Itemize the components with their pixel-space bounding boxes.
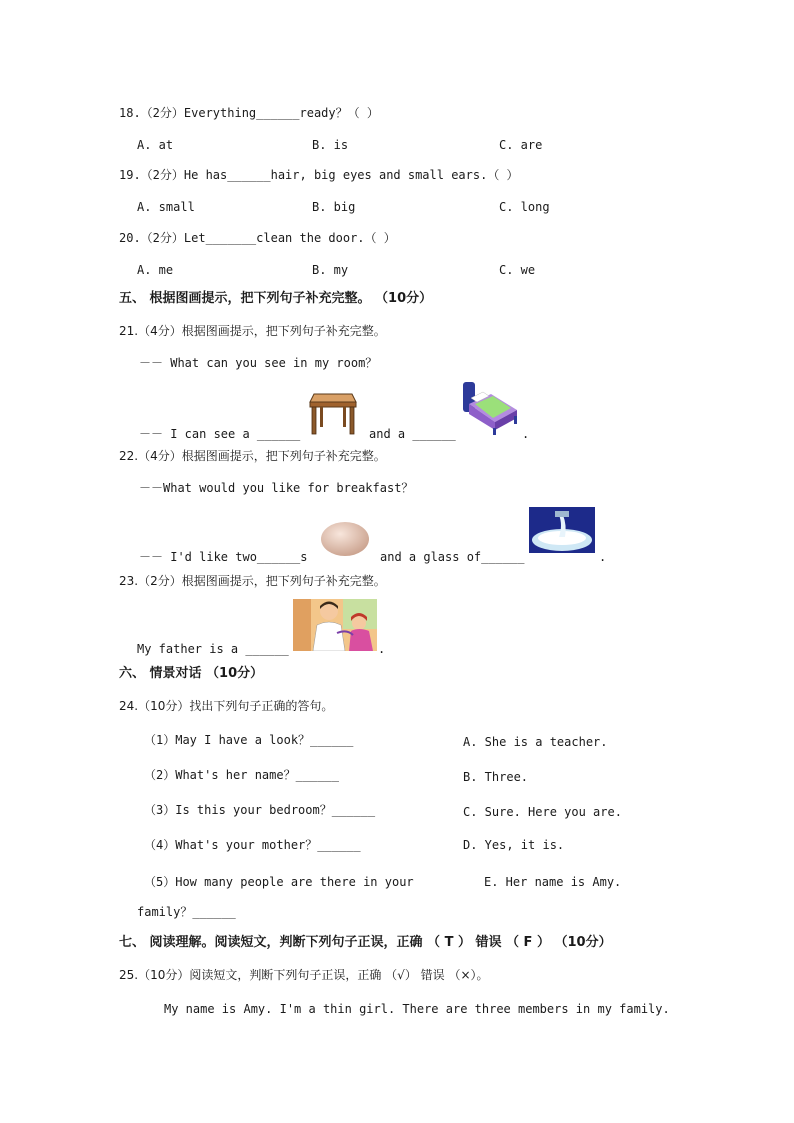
q24-answer-c: C. Sure. Here you are.	[463, 805, 622, 819]
q21-stem: 21.（4分）根据图画提示，把下列句子补充完整。	[119, 324, 386, 338]
q22-end: .	[599, 550, 607, 564]
table-picture	[308, 388, 358, 436]
q21-answer-start[interactable]: －－ I can see a ______	[139, 427, 301, 441]
section-6-title: 六、 情景对话 （10分）	[119, 666, 264, 681]
bed-picture	[461, 380, 519, 436]
q24-question-5-line2[interactable]: family？______	[137, 905, 236, 919]
q25-stem: 25.（10分）阅读短文，判断下列句子正误，正确 （√） 错误 （×）。	[119, 968, 489, 982]
q24-answer-e: E. Her name is Amy.	[484, 875, 622, 889]
q23-stem: 23.（2分）根据图画提示，把下列句子补充完整。	[119, 574, 386, 588]
q20-option-b[interactable]: B. my	[312, 263, 349, 277]
q24-stem: 24.（10分）找出下列句子正确的答句。	[119, 699, 334, 713]
doctor-picture	[293, 599, 377, 651]
q18-option-c[interactable]: C. are	[499, 138, 543, 152]
q21-question: －－ What can you see in my room？	[139, 356, 378, 370]
q24-answer-a: A. She is a teacher.	[463, 735, 608, 749]
q24-answer-b: B. Three.	[463, 770, 529, 784]
q23-answer-start[interactable]: My father is a ______	[137, 642, 289, 656]
q20-option-a[interactable]: A. me	[137, 263, 174, 277]
q19-option-b[interactable]: B. big	[312, 200, 356, 214]
egg-picture	[320, 520, 370, 558]
q21-answer-mid[interactable]: and a ______	[369, 427, 456, 441]
q20-option-c[interactable]: C. we	[499, 263, 536, 277]
q24-question-1[interactable]: （1）May I have a look？______	[144, 733, 354, 747]
section-7-title: 七、 阅读理解。阅读短文，判断下列句子正误，正确 （ T ） 错误 （ F ） （10分）	[119, 935, 612, 950]
q19-option-a[interactable]: A. small	[137, 200, 195, 214]
q19-stem: 19.（2分）He has______hair, big eyes and small ears.（ ）	[119, 168, 519, 182]
q24-question-2[interactable]: （2）What's her name？______	[144, 768, 339, 782]
q24-question-5-line1[interactable]: （5）How many people are there in your	[144, 875, 414, 889]
q21-end: .	[522, 427, 530, 441]
q25-passage: My name is Amy. I'm a thin girl. There are three members in my family.	[164, 1002, 670, 1016]
q19-option-c[interactable]: C. long	[499, 200, 550, 214]
q18-option-a[interactable]: A. at	[137, 138, 174, 152]
q24-question-4[interactable]: （4）What's your mother？______	[144, 838, 361, 852]
q18-option-b[interactable]: B. is	[312, 138, 349, 152]
q22-answer-start[interactable]: －－ I'd like two______s	[139, 550, 308, 564]
q22-question: －－What would you like for breakfast？	[139, 481, 414, 495]
section-5-title: 五、 根据图画提示，把下列句子补充完整。 （10分）	[119, 291, 433, 306]
milk-picture	[529, 507, 595, 553]
q23-end: .	[378, 642, 386, 656]
q20-stem: 20.（2分）Let_______clean the door.（ ）	[119, 231, 396, 245]
q22-answer-mid[interactable]: and a glass of______	[380, 550, 525, 564]
q24-question-3[interactable]: （3）Is this your bedroom？______	[144, 803, 376, 817]
q24-answer-d: D. Yes, it is.	[463, 838, 565, 852]
q18-stem: 18.（2分）Everything______ready？（ ）	[119, 106, 379, 120]
q22-stem: 22.（4分）根据图画提示，把下列句子补充完整。	[119, 449, 386, 463]
